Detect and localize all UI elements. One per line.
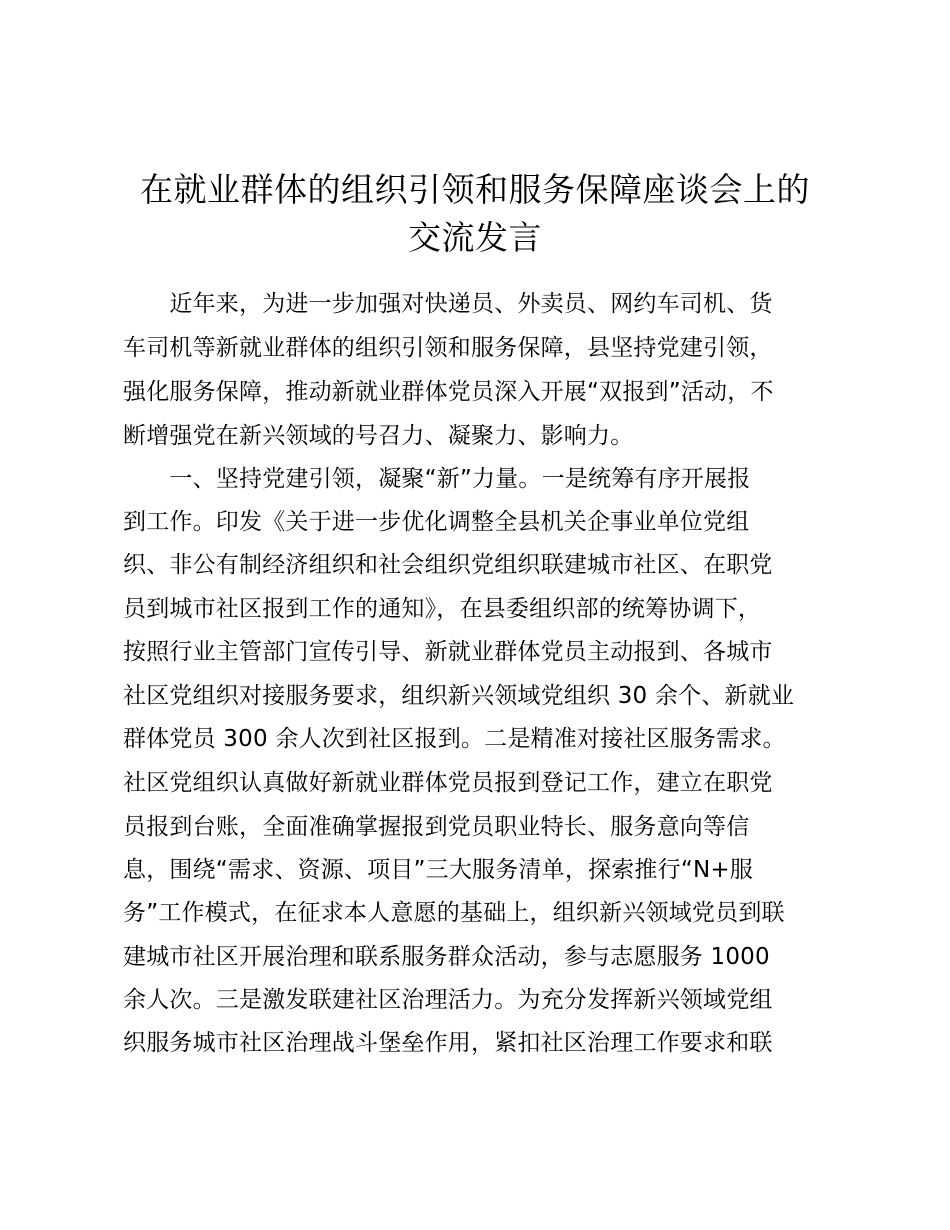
body-line: 近年来，为进一步加强对快递员、外卖员、网约车司机、货 [123,291,773,317]
body-line: 强化服务保障，推动新就业群体党员深入开展“双报到”活动，不 [123,379,774,405]
body-line: 断增强党在新兴领域的号召力、凝聚力、影响力。 [123,423,634,449]
document-title-line-1: 在就业群体的组织引领和服务保障座谈会上的 [140,170,810,209]
body-line: 织服务城市社区治理战斗堡垒作用，紧扣社区治理工作要求和联 [123,1030,773,1056]
body-line: 息，围绕“需求、资源、项目”三大服务清单，探索推行“N+服 [123,857,754,883]
body-line: 织、非公有制经济组织和社会组织党组织联建城市社区、在职党 [123,552,773,578]
body-line: 余人次。三是激发联建社区治理活力。为充分发挥新兴领域党组 [123,987,773,1013]
body-line: 员到城市社区报到工作的通知》，在县委组织部的统筹协调下， [123,596,762,622]
body-line: 按照行业主管部门宣传引导、新就业群体党员主动报到、各城市 [123,639,773,665]
body-line: 社区党组织对接服务要求，组织新兴领域党组织 30 余个、新就业 [123,683,795,709]
body-line: 务”工作模式，在征求本人意愿的基础上，组织新兴领域党员到联 [123,900,785,926]
body-line: 到工作。印发《关于进一步优化调整全县机关企事业单位党组 [123,509,750,535]
body-line: 一、坚持党建引领，凝聚“新”力量。一是统筹有序开展报 [123,466,751,492]
body-line: 员报到台账，全面准确掌握报到党员职业特长、服务意向等信 [123,814,750,840]
body-line: 车司机等新就业群体的组织引领和服务保障，县坚持党建引领， [123,335,773,361]
body-line: 群体党员 300 余人次到社区报到。二是精准对接社区服务需求。 [123,726,786,752]
document-title-line-2: 交流发言 [408,218,542,257]
body-line: 建城市社区开展治理和联系服务群众活动，参与志愿服务 1000 [123,944,770,970]
body-line: 社区党组织认真做好新就业群体党员报到登记工作，建立在职党 [123,770,773,796]
